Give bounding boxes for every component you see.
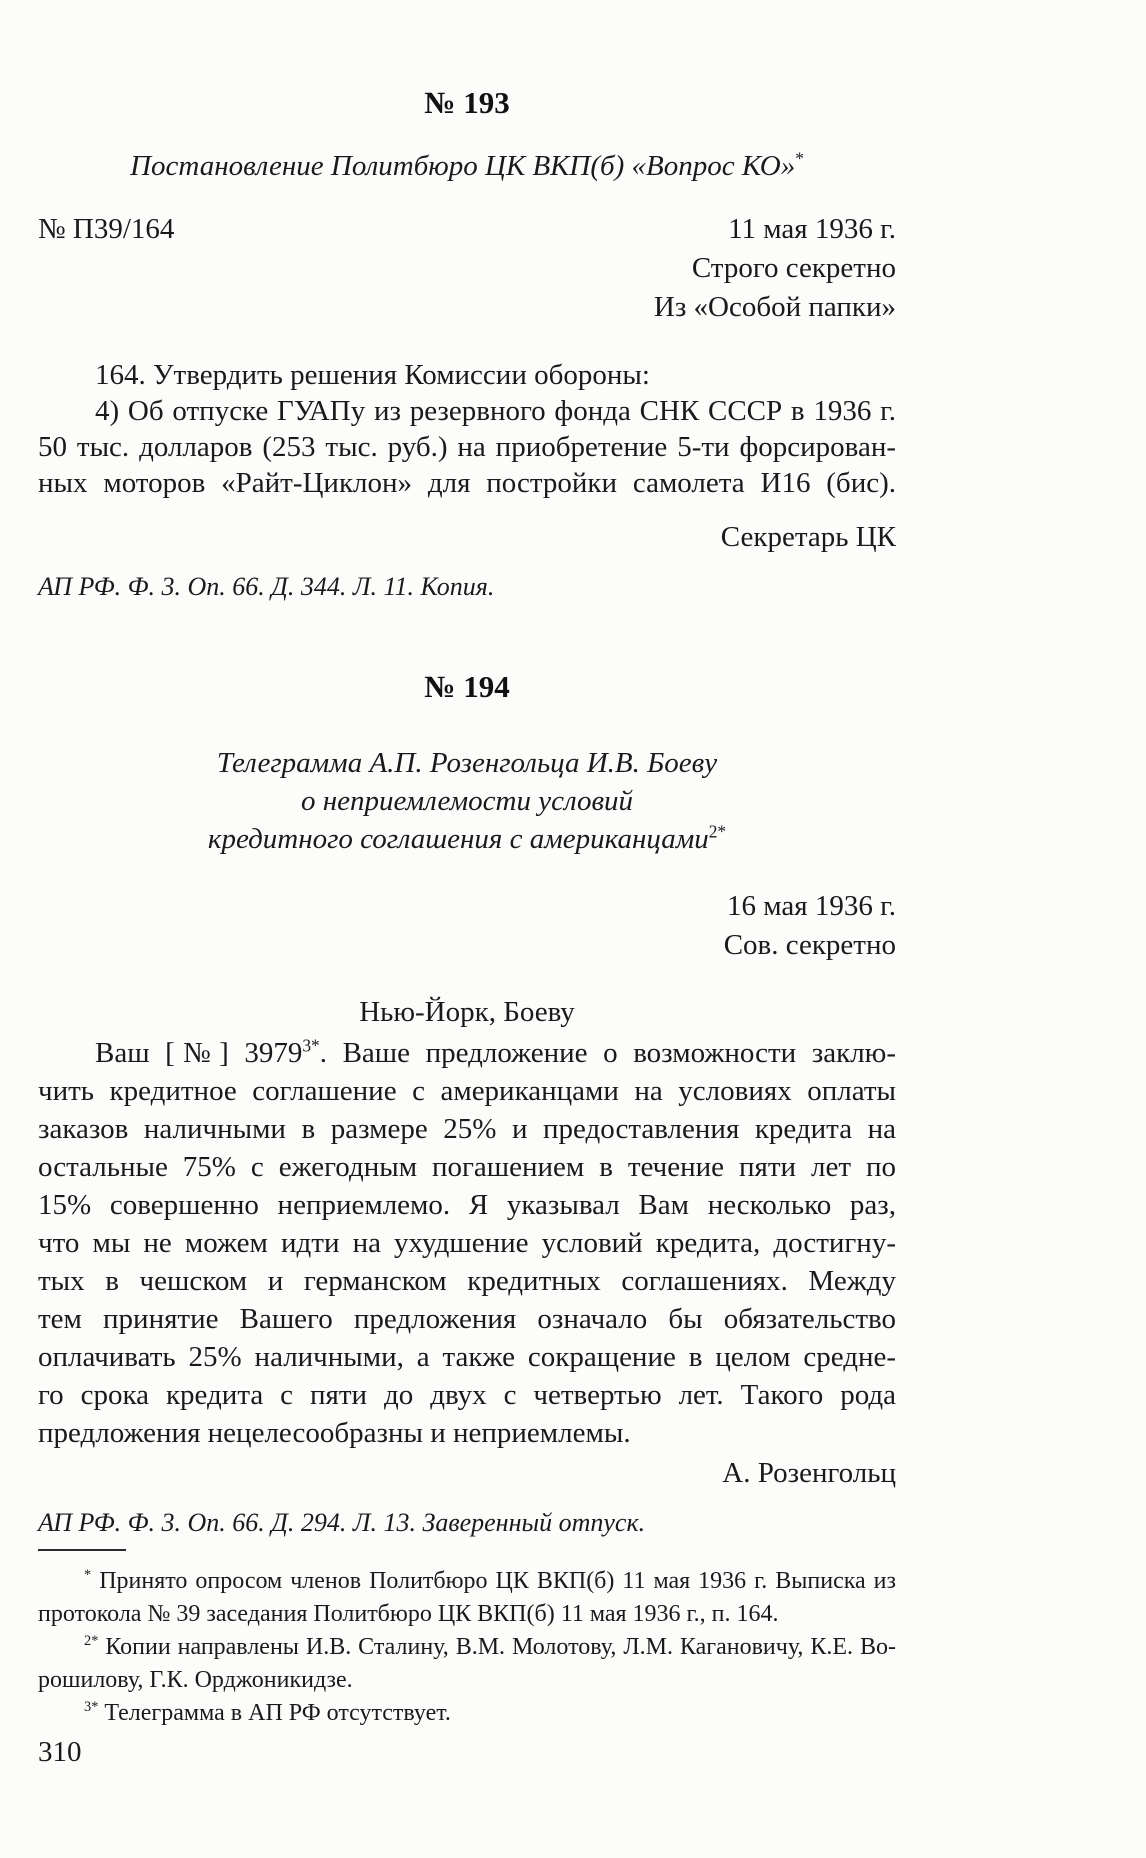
doc-193-body-line: ных моторов «Райт-Циклон» для постройки самолета И16 (бис). (38, 467, 896, 499)
doc-194-body-line: 15% совершенно неприемлемо. Я указывал Вам несколько раз, (38, 1189, 896, 1221)
doc-193-secrecy-1: Строго секретно (691, 252, 896, 284)
doc-194-body-line (38, 1034, 896, 1072)
footnote-3-text: Телеграмма в АП РФ отсутствует. (98, 1700, 451, 1726)
doc-193-number: № 193 (424, 85, 510, 120)
footnote-1-line-1 (38, 1565, 896, 1598)
doc-194-telegram-number: Ваш [№] 3979 (95, 1037, 303, 1069)
doc-194-body-line: го срока кредита с пяти до двух с четвертью лет. Такого рода (38, 1379, 896, 1411)
doc-193-meta-right (654, 210, 896, 327)
doc-194-date: 16 мая 1936 г. (727, 890, 896, 922)
doc-193-signature: Секретарь ЦК (720, 521, 896, 553)
doc-193-body (38, 357, 896, 501)
doc-194-body-line: предложения нецелесообразны и неприемлемы. (38, 1417, 631, 1449)
page-number: 310 (38, 1736, 82, 1768)
doc-193-title (38, 148, 896, 184)
doc-194-number: № 194 (424, 669, 510, 704)
footnote-2-line-1 (38, 1631, 896, 1664)
doc-194-body-line: тых в чешском и германском кредитных соглашениях. Между (38, 1265, 896, 1297)
doc-194-body-line: тем принятие Вашего предложения означало бы обязательство (38, 1303, 896, 1335)
doc-193-title-text: Постановление Политбюро ЦК ВКП(б) «Вопрос КО» (130, 150, 796, 182)
doc-194-title-line-2: о неприемлемости условий (300, 785, 634, 817)
doc-193-body-line: 164. Утвердить решения Комиссии обороны: (95, 359, 650, 391)
doc-194-meta-right (724, 887, 896, 965)
footnote-1-text: Принято опросом членов Политбюро ЦК ВКП(б) 11 мая 1936 г. Выписка из (91, 1568, 896, 1594)
doc-194-body-footnote-mark: 3* (302, 1035, 320, 1056)
doc-194-body-line: что мы не можем идти на ухудшение условий кредита, достигну- (38, 1227, 896, 1259)
doc-194-body-line: заказов наличными в размере 25% и предоставления кредита на (38, 1113, 896, 1145)
doc-194-body-line: остальные 75% с ежегодным погашением в течение пяти лет по (38, 1151, 896, 1183)
doc-193-protocol-number: № П39/164 (38, 213, 175, 245)
doc-194-title (38, 744, 896, 858)
document-193 (38, 85, 896, 603)
doc-194-signature: А. Розенгольц (722, 1457, 896, 1489)
doc-193-secrecy-2: Из «Особой папки» (653, 291, 896, 323)
doc-193-title-footnote-mark: * (795, 148, 804, 169)
doc-193-meta (38, 210, 896, 327)
footnote-3-mark: 3* (84, 1699, 99, 1715)
footnote-3-line-1 (38, 1697, 896, 1730)
doc-194-title-line-3 (38, 820, 896, 858)
doc-193-body-line: 50 тыс. долларов (253 тыс. руб.) на приобретение 5-ти форсирован- (38, 431, 896, 463)
doc-194-body-line-1-rest: . Ваше предложение о возможности заклю- (319, 1037, 896, 1069)
footnote-1-line-2: протокола № 39 заседания Политбюро ЦК ВКП(б) 11 мая 1936 г., п. 164. (38, 1601, 779, 1627)
footnote-2-line-2: рошилову, Г.К. Орджоникидзе. (38, 1667, 353, 1693)
footnote-1-mark: * (84, 1567, 92, 1583)
doc-194-title-footnote-mark: 2* (708, 821, 727, 842)
footnote-2-text: Копии направлены И.В. Сталину, В.М. Молотову, Л.М. Кагановичу, К.Е. Во- (98, 1634, 896, 1660)
document-194 (38, 669, 896, 1539)
doc-194-body-line: чить кредитное соглашение с американцами на условиях оплаты (38, 1075, 896, 1107)
doc-194-body (38, 1034, 896, 1452)
page-content (38, 0, 896, 1730)
footnote-2-mark: 2* (84, 1633, 99, 1649)
doc-193-archive-reference: АП РФ. Ф. 3. Оп. 66. Д. 344. Л. 11. Копия. (38, 572, 495, 601)
doc-194-archive-reference: АП РФ. Ф. 3. Оп. 66. Д. 294. Л. 13. Заверенный отпуск. (38, 1508, 646, 1537)
doc-193-date: 11 мая 1936 г. (728, 213, 896, 245)
doc-194-meta (38, 887, 896, 965)
footnote-separator-rule (38, 1549, 126, 1551)
footnotes (38, 1565, 896, 1730)
doc-194-title-line-3-text: кредитного соглашения с американцами (207, 823, 709, 855)
doc-194-addressee: Нью-Йорк, Боеву (359, 996, 575, 1028)
doc-194-title-line-1: Телеграмма А.П. Розенгольца И.В. Боеву (216, 747, 718, 779)
doc-194-body-line: оплачивать 25% наличными, а также сокращение в целом средне- (38, 1341, 896, 1373)
doc-193-body-line: 4) Об отпуске ГУАПу из резервного фонда СНК СССР в 1936 г. (95, 395, 896, 427)
doc-194-secrecy: Сов. секретно (723, 929, 896, 961)
